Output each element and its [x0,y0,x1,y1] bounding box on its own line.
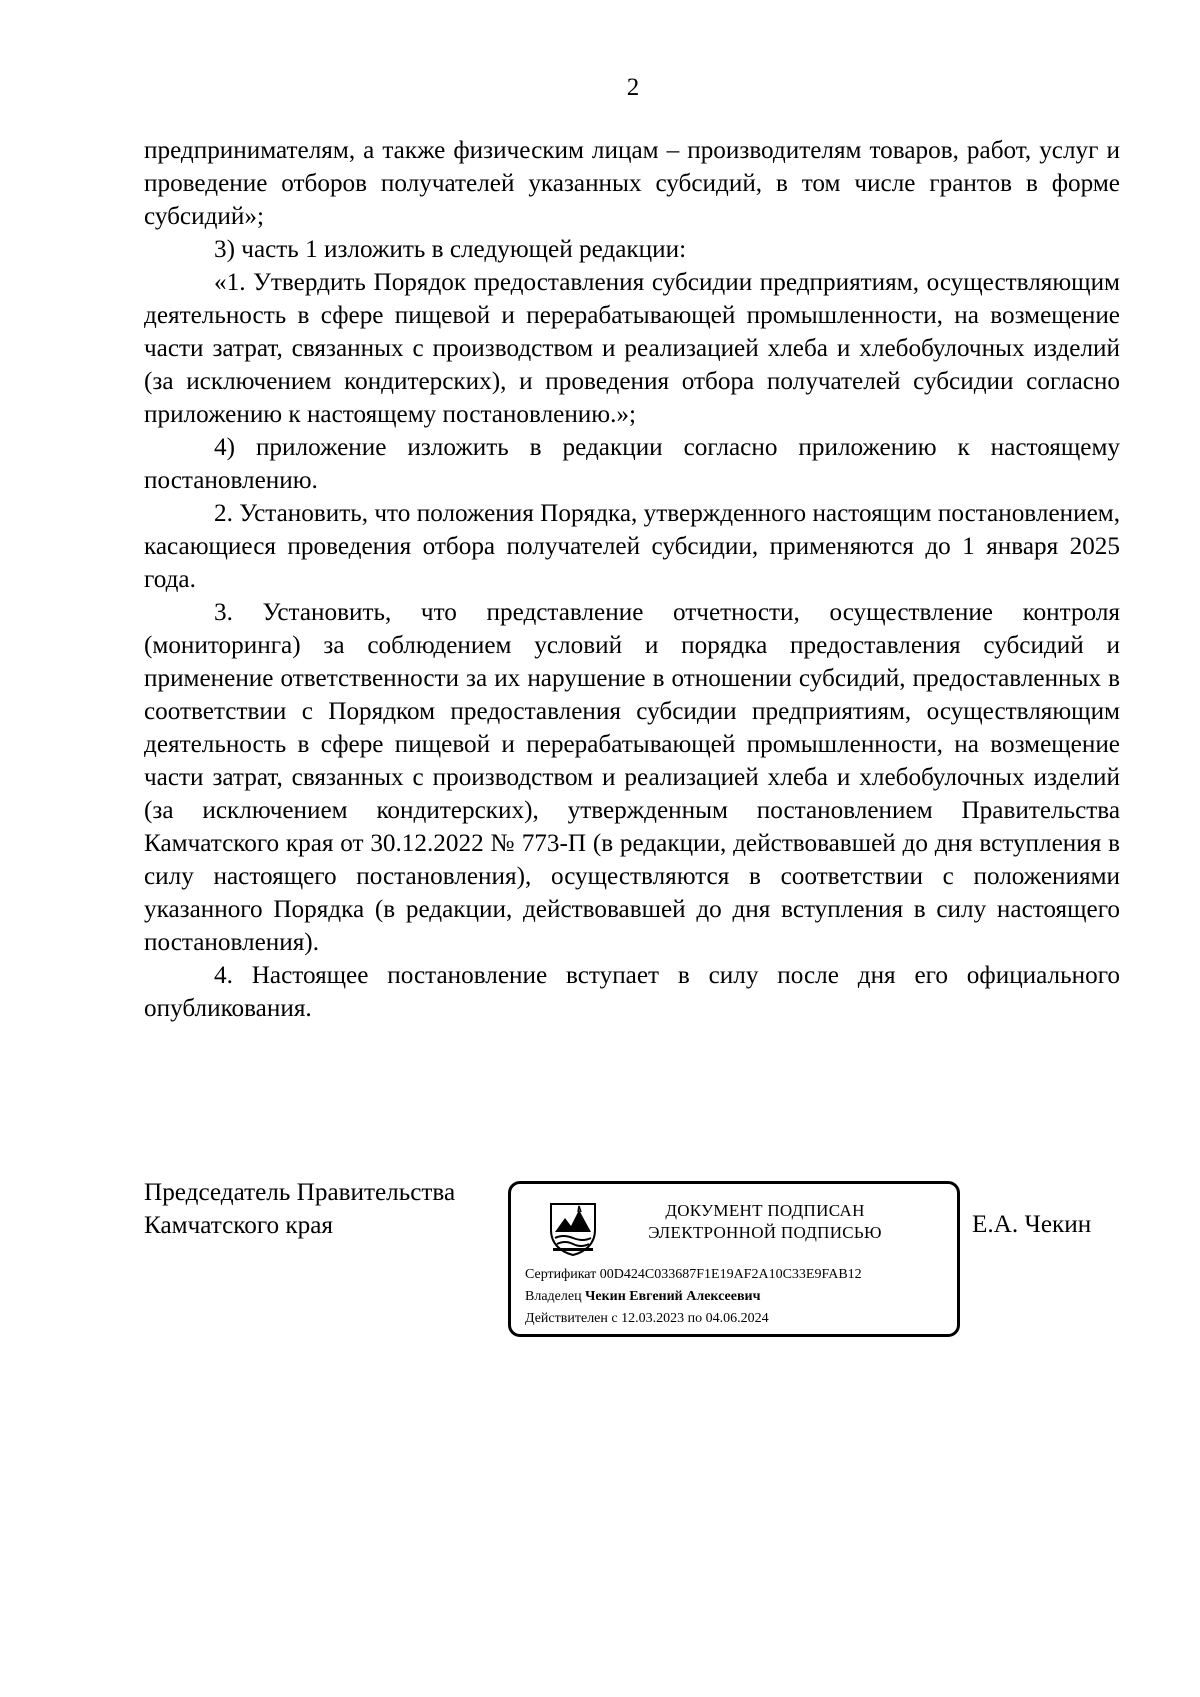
valid-from-date: 12.03.2023 [621,1311,685,1326]
document-body [144,134,1120,1025]
paragraph-continuation: предпринимателям, а также физическим лицам – производителям товаров, работ, услуг и проведение отборов получателей указанных субсидий, в том числе грантов в форме субсидий»; [144,137,1120,230]
signatory-position-line1: Председатель Правительства [144,1179,456,1206]
valid-to-date: 04.06.2024 [705,1311,769,1326]
owner-value: Чекин Евгений Алексеевич [585,1289,761,1304]
paragraph-clause-2: 2. Установить, что положения Порядка, утвержденного настоящим постановлением, касающиеся проведения отбора получателей субсидии, применяются до 1 января 2025 года. [144,500,1120,593]
valid-from-label: Действителен с [525,1311,618,1326]
e-signature-stamp [508,1181,960,1337]
paragraph-item-4: 4) приложение изложить в редакции согласно приложению к настоящему постановлению. [144,434,1120,494]
stamp-certificate-line [525,1264,955,1286]
stamp-owner-line [525,1286,955,1308]
owner-label: Владелец [525,1289,582,1304]
page-number: 2 [626,74,640,101]
certificate-value: 00D424C033687F1E19AF2A10C33E9FAB12 [599,1267,862,1282]
stamp-title-line1: ДОКУМЕНТ ПОДПИСАН [665,1201,865,1220]
valid-to-label: по [687,1311,703,1326]
paragraph-clause-4: 4. Настоящее постановление вступает в силу после дня его официального опубликования. [144,962,1120,1022]
paragraph-quoted-part-1: «1. Утвердить Порядок предоставления субсидии предприятиям, осуществляющим деятельность в сфере пищевой и перерабатывающей промышленности, на возмещение части затрат, связанных с производством и реализацией хлеба и хлебобулочных изделий (за исключением кондитерских), и проведения отбора получателей субсидии согласно приложению к настоящему постановлению.»; [144,269,1120,428]
stamp-details [525,1264,955,1330]
signatory-position [144,1176,504,1242]
signatory-position-line2: Камчатского края [144,1212,334,1239]
stamp-title-line2: ЭЛЕКТРОННОЙ ПОДПИСЬЮ [648,1223,882,1242]
certificate-label: Сертификат [525,1267,597,1282]
paragraph-clause-3: 3. Установить, что представление отчетности, осуществление контроля (мониторинга) за соблюдением условий и порядка предоставления субсидий и применение ответственности за их нарушение в отношении субсидий, предоставленных в соответствии с Порядком предоставления субсидии предприятиям, осуществляющим деятельность в сфере пищевой и перерабатывающей промышленности, на возмещение части затрат, связанных с производством и реализацией хлеба и хлебобулочных изделий (за исключением кондитерских), утвержденным постановлением Правительства Камчатского края от 30.12.2022 № 773-П (в редакции, действовавшей до дня вступления в силу настоящего постановления), осуществляются в соответствии с положениями указанного Порядка (в редакции, действовавшей до дня вступления в силу настоящего постановления). [144,599,1120,956]
kamchatka-coat-of-arms-icon [547,1200,599,1256]
paragraph-item-3: 3) часть 1 изложить в следующей редакции: [214,236,687,263]
stamp-title [615,1200,915,1244]
signer-name: Е.А. Чекин [972,1211,1092,1238]
stamp-validity-line [525,1308,955,1330]
